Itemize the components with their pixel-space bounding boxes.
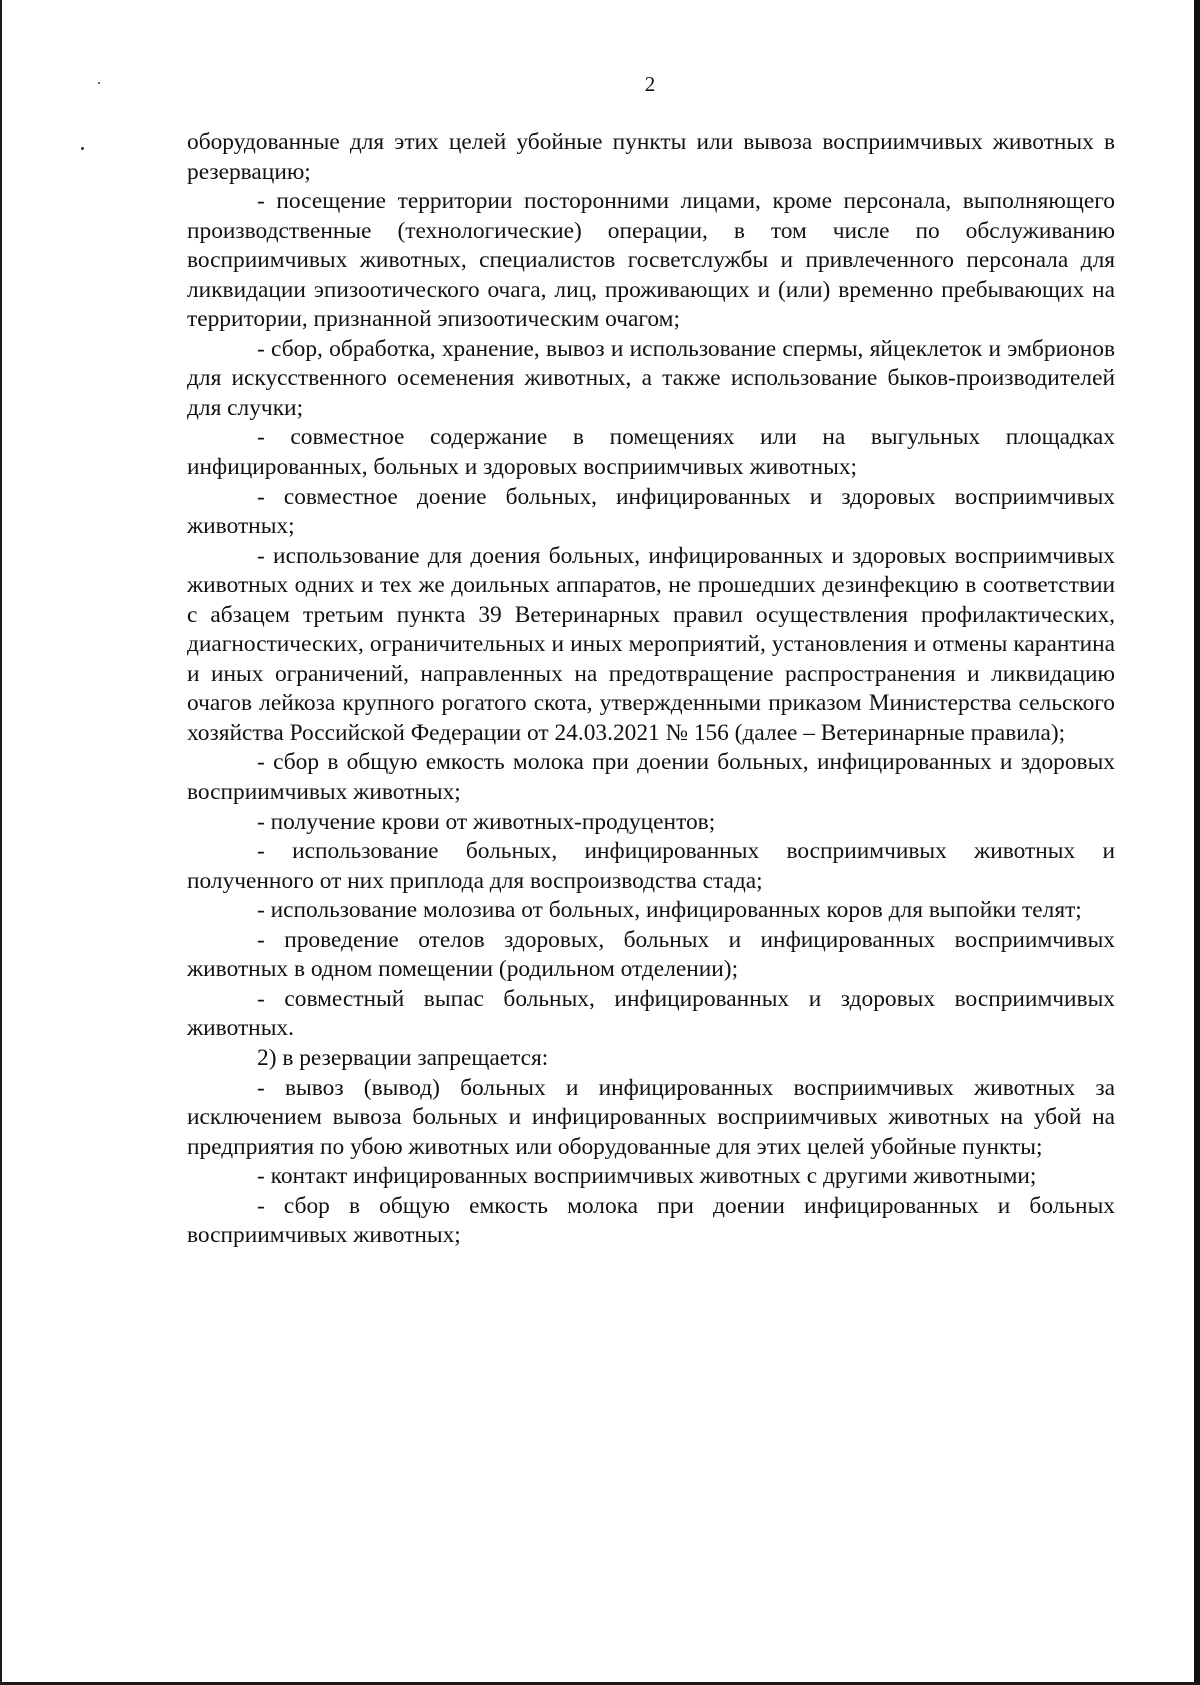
scan-edge-right (1194, 0, 1200, 1685)
paragraph: - сбор в общую емкость молока при доении инфицированных и больных восприимчивых животных; (187, 1192, 1115, 1249)
paragraph: - совместное содержание в помещениях или на выгульных площадках инфицированных, больных и здоровых восприимчивых животных; (187, 424, 1115, 481)
paragraph: - сбор в общую емкость молока при доении больных, инфицированных и здоровых восприимчивых животных; (187, 749, 1115, 806)
scan-edge-left (0, 0, 2, 1685)
paragraph: - использование для доения больных, инфицированных и здоровых восприимчивых животных одних и тех же доильных аппаратов, не прошедших дезинфекцию в соответствии с абзацем третьим пункта 39 Ветеринарных правил осуществления профилактических, диагностических, ограничительных и иных мероприятий, установления и отмены карантина и иных ограничений, направленных на предотвращение распространения и ликвидацию очагов лейкоза крупного рогатого скота, утвержденными приказом Министерства сельского хозяйства Российской Федерации от 24.03.2021 № 156 (далее – Ветеринарные правила); (187, 542, 1115, 746)
paragraph: - использование молозива от больных, инфицированных коров для выпойки телят; (257, 897, 1082, 924)
document-body (187, 128, 1115, 1251)
paragraph: - использование больных, инфицированных восприимчивых животных и полученного от них приплода для воспроизводства стада; (187, 838, 1115, 894)
paragraph: - вывоз (вывод) больных и инфицированных восприимчивых животных за исключением вывоза больных и инфицированных восприимчивых животных на убой на предприятия по убою животных или оборудованные для этих целей убойные пункты; (187, 1074, 1115, 1160)
paragraph: - совместный выпас больных, инфицированных и здоровых восприимчивых животных. (187, 985, 1115, 1042)
paragraph: - контакт инфицированных восприимчивых животных с другими животными; (257, 1163, 1037, 1190)
scan-speck (81, 147, 84, 150)
paragraph: - получение крови от животных-продуцентов; (257, 808, 716, 835)
paragraph: - посещение территории посторонними лицами, кроме персонала, выполняющего производственные (технологические) операции, в том числе по обслуживанию восприимчивых животных, специалистов госветслужбы и привлеченного персонала для ликвидации эпизоотического очага, лиц, проживающих и (или) временно пребывающих на территории, признанной эпизоотическим очагом; (187, 188, 1115, 333)
paragraph: - совместное доение больных, инфицированных и здоровых восприимчивых животных; (187, 483, 1115, 540)
paragraph: - проведение отелов здоровых, больных и инфицированных восприимчивых животных в одном помещении (родильном отделении); (187, 926, 1115, 983)
paragraph: - сбор, обработка, хранение, вывоз и использование спермы, яйцеклеток и эмбрионов для искусственного осеменения животных, а также использование быков-производителей для случки; (187, 335, 1115, 421)
page-number: 2 (644, 72, 656, 96)
paragraph: 2) в резервации запрещается: (257, 1044, 549, 1071)
paragraph: оборудованные для этих целей убойные пункты или вывоза восприимчивых животных в резервацию; (187, 129, 1115, 185)
